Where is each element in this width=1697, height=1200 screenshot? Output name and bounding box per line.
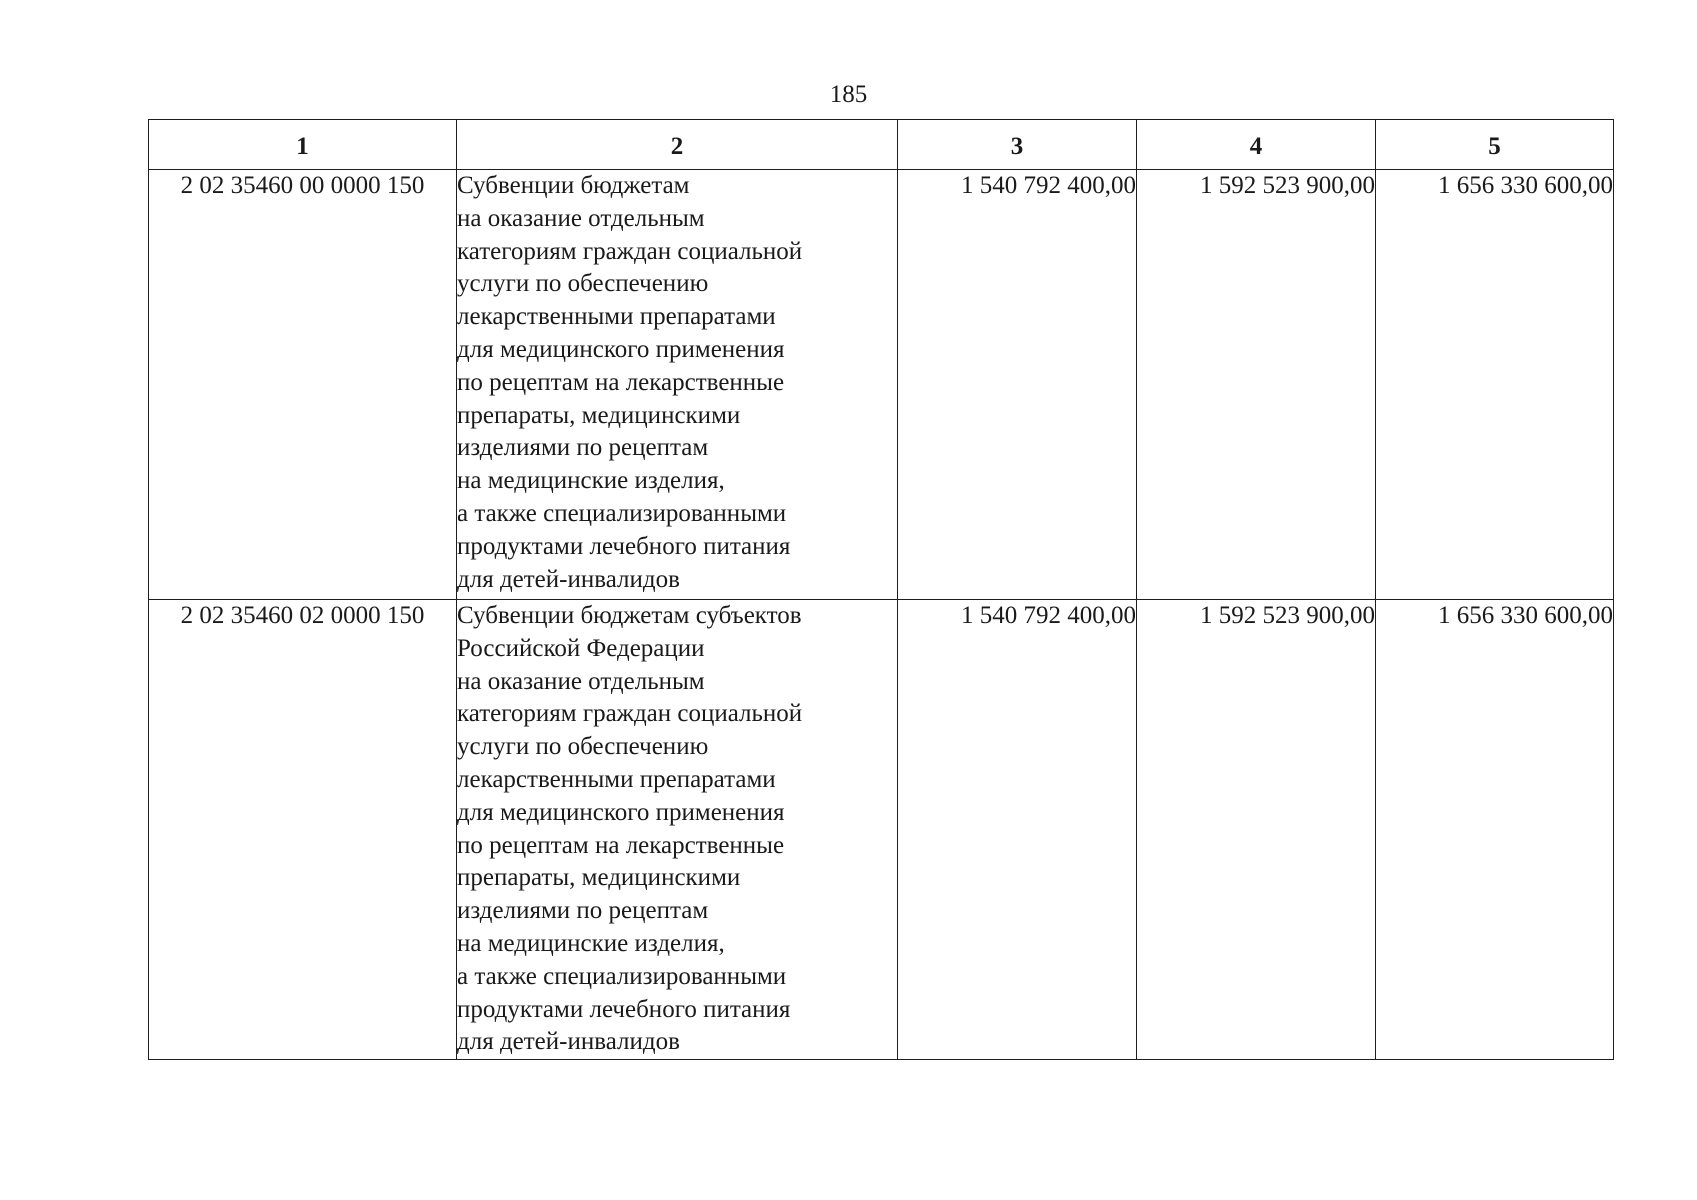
table-header [149, 120, 1614, 170]
amount-col-3: 1 540 792 400,00 [898, 170, 1137, 600]
name-line: Субвенции бюджетам [457, 172, 690, 199]
table-row [149, 170, 1614, 600]
header-col-2: 2 [457, 120, 898, 170]
page-number: 185 [829, 81, 868, 108]
name-line: по рецептам на лекарственные [457, 368, 785, 396]
name-line: услуги по обеспечению [457, 733, 709, 761]
name-line: для медицинского применения [457, 335, 785, 363]
name-line: изделиями по рецептам [457, 434, 709, 462]
header-col-5: 5 [1376, 120, 1614, 170]
name-line: лекарственными препаратами [457, 765, 776, 793]
name-line: на медицинские изделия, [457, 467, 725, 495]
income-code-cell: 2 02 35460 00 0000 150 [149, 170, 457, 600]
header-row [149, 120, 1614, 170]
table-body [149, 170, 1614, 1060]
name-line: а также специализированными [457, 962, 787, 990]
budget-table [148, 119, 1614, 1060]
name-line: для детей-инвалидов [457, 1028, 680, 1056]
name-line: на оказание отдельным [457, 204, 705, 232]
amount-col-4: 1 592 523 900,00 [1137, 170, 1376, 600]
name-line: изделиями по рецептам [457, 897, 709, 925]
header-col-1: 1 [149, 120, 457, 170]
amount-col-4: 1 592 523 900,00 [1137, 600, 1376, 1060]
name-line: а также специализированными [457, 499, 787, 527]
amount-col-5: 1 656 330 600,00 [1376, 600, 1614, 1060]
name-line: препараты, медицинскими [457, 864, 741, 892]
name-line: для детей-инвалидов [457, 565, 680, 593]
name-line: на медицинские изделия, [457, 929, 725, 957]
amount-col-5: 1 656 330 600,00 [1376, 170, 1614, 600]
name-line: препараты, медицинскими [457, 401, 741, 429]
name-line: услуги по обеспечению [457, 270, 709, 298]
name-line: категориям граждан социальной [457, 700, 803, 728]
amount-col-3: 1 540 792 400,00 [898, 600, 1137, 1060]
income-name-cell [457, 600, 898, 1060]
name-line: категориям граждан социальной [457, 237, 803, 265]
income-code-cell: 2 02 35460 02 0000 150 [149, 600, 457, 1060]
name-line: продуктами лечебного питания [457, 532, 791, 560]
header-col-4: 4 [1137, 120, 1376, 170]
name-line: Российской Федерации [457, 634, 705, 662]
income-name-cell [457, 170, 898, 600]
name-line: на оказание отдельным [457, 667, 705, 695]
name-line: для медицинского применения [457, 798, 785, 826]
table-row [149, 600, 1614, 1060]
name-line: по рецептам на лекарственные [457, 831, 785, 859]
name-line: продуктами лечебного питания [457, 995, 791, 1023]
header-col-3: 3 [898, 120, 1137, 170]
name-line: Субвенции бюджетам субъектов [457, 602, 802, 629]
name-line: лекарственными препаратами [457, 303, 776, 331]
